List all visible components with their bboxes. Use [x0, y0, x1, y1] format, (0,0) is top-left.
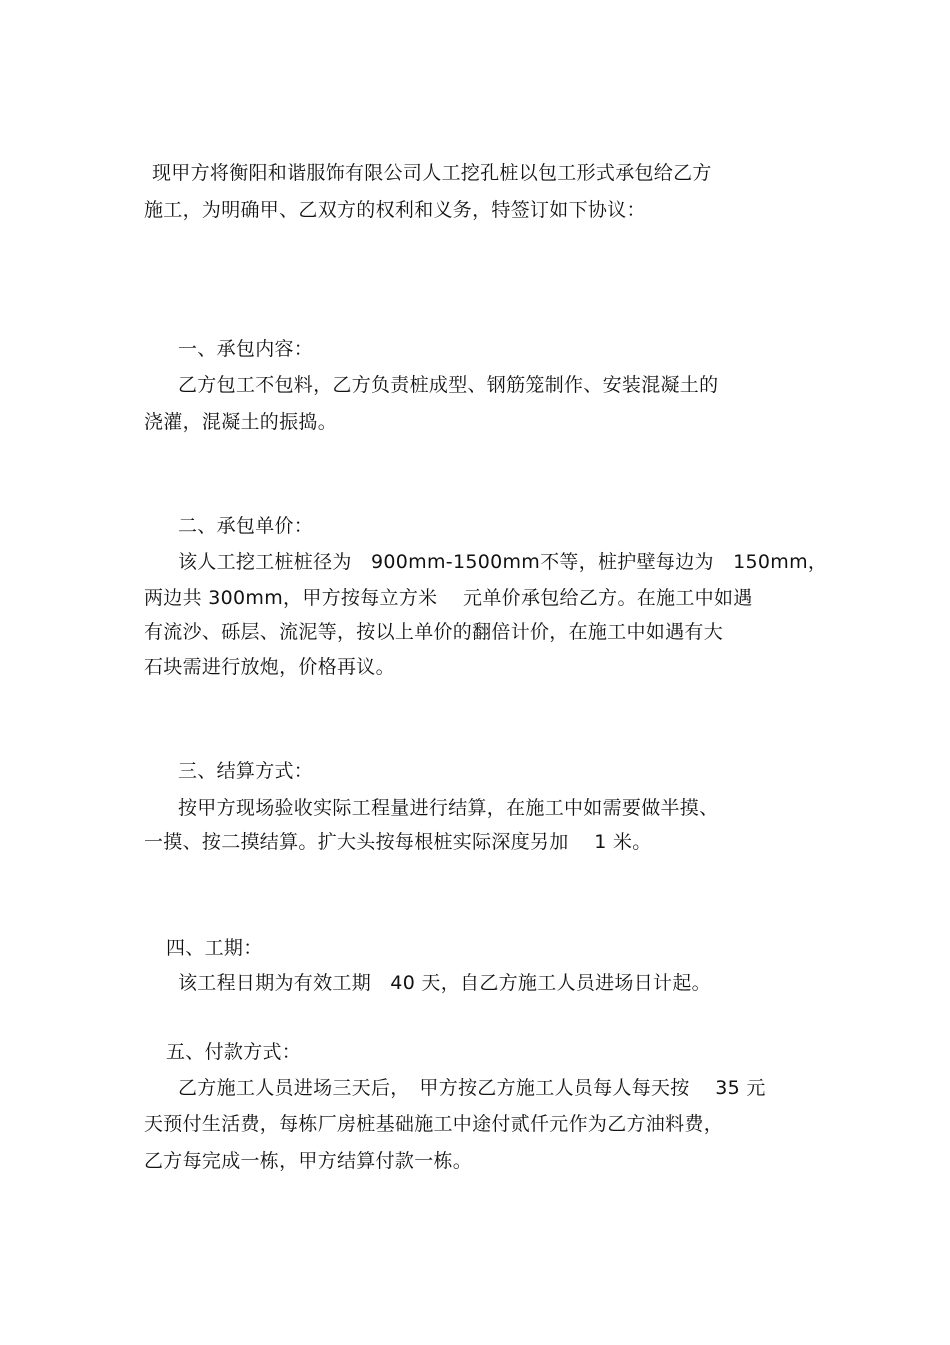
section-3-line-1: 按甲方现场验收实际工程量进行结算，在施工中如需要做半摸、 — [178, 797, 719, 819]
section-2-line-4: 石块需进行放炮，价格再议。 — [144, 656, 395, 678]
section-2-line-2: 两边共 300mm，甲方按每立方米 元单价承包给乙方。在施工中如遇 — [144, 587, 753, 609]
section-1-line-2: 浇灌，混凝土的振捣。 — [144, 411, 338, 433]
section-5-heading: 五、付款方式： — [166, 1041, 302, 1063]
section-2-line-1: 该人工挖工桩桩径为 900mm-1500mm不等，桩护壁每边为 150mm， — [178, 551, 828, 573]
section-1-line-1: 乙方包工不包料，乙方负责桩成型、钢筋笼制作、安装混凝土的 — [178, 374, 719, 396]
intro-line-2: 施工，为明确甲、乙双方的权利和义务，特签订如下协议： — [144, 199, 646, 221]
section-5-line-3: 乙方每完成一栋，甲方结算付款一栋。 — [144, 1150, 473, 1172]
section-3-line-2: 一摸、按二摸结算。扩大头按每根桩实际深度另加 1 米。 — [144, 831, 652, 853]
section-1-heading: 一、承包内容： — [178, 338, 314, 360]
section-2-heading: 二、承包单价： — [178, 515, 314, 537]
intro-line-1: 现甲方将衡阳和谐服饰有限公司人工挖孔桩以包工形式承包给乙方 — [152, 162, 712, 184]
section-5-line-1: 乙方施工人员进场三天后， 甲方按乙方施工人员每人每天按 35 元 — [178, 1077, 766, 1099]
section-5-line-2: 天预付生活费，每栋厂房桩基础施工中途付贰仟元作为乙方油料费， — [144, 1113, 724, 1135]
section-4-line-1: 该工程日期为有效工期 40 天，自乙方施工人员进场日计起。 — [178, 972, 711, 994]
section-4-heading: 四、工期： — [166, 937, 263, 959]
section-3-heading: 三、结算方式： — [178, 760, 314, 782]
section-2-line-3: 有流沙、砾层、流泥等，按以上单价的翻倍计价，在施工中如遇有大 — [144, 621, 724, 643]
